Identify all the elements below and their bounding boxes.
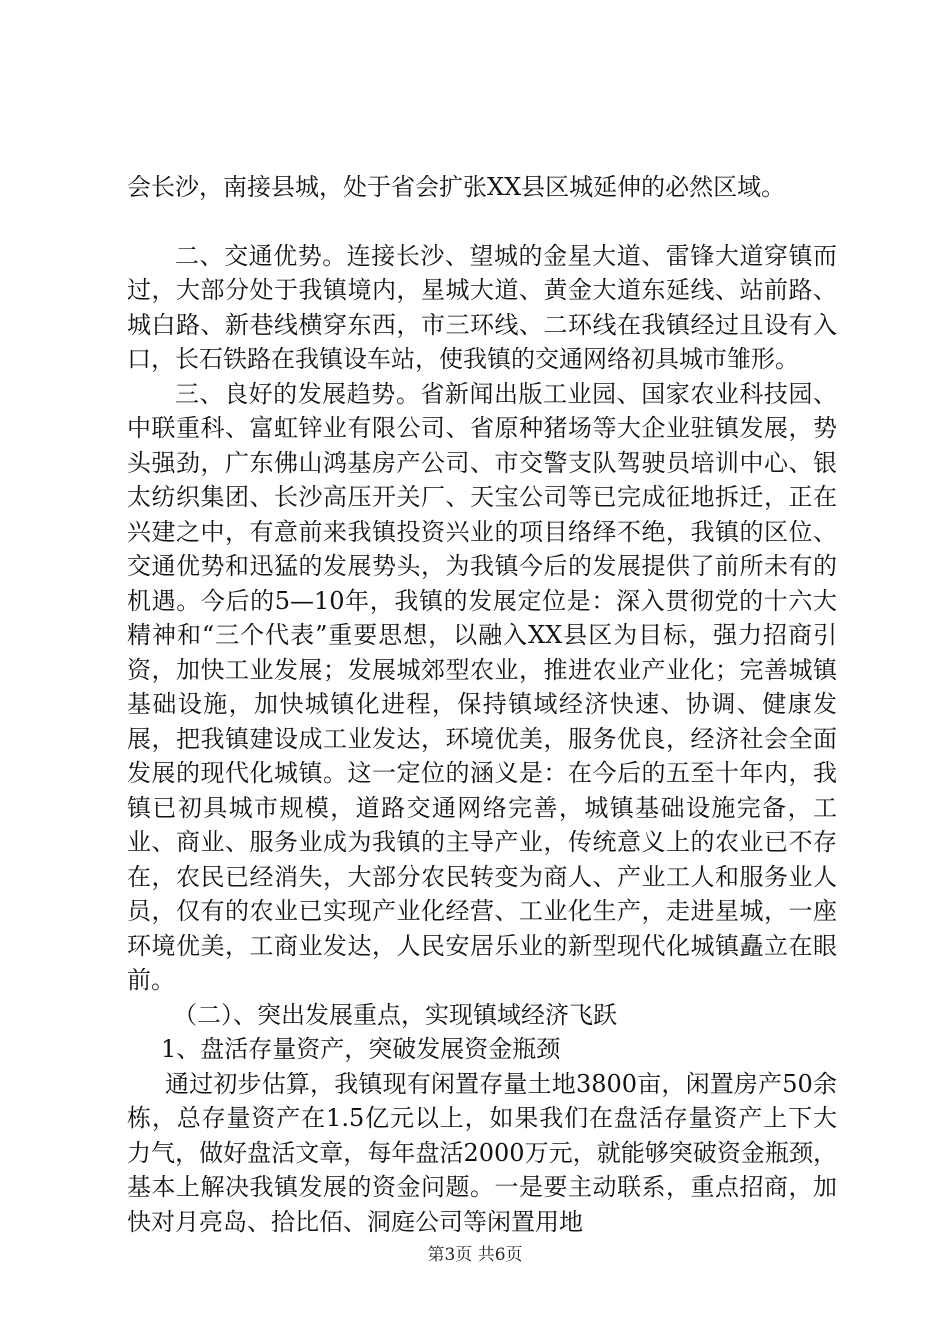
section-heading: （二）、突出发展重点，实现镇域经济飞跃 [173, 1000, 617, 1029]
subsection-heading: 1、盘活存量资产，突破发展资金瓶颈 [161, 1035, 561, 1063]
paragraph-traffic-advantage: 二、交通优势。连接长沙、望城的金星大道、雷锋大道穿镇而过，大部分处于我镇境内，星城大道、黄金大道东延线、站前路、城白路、新巷线横穿东西，市三环线、二环线在我镇经过且设有入口，长石铁路在我镇设车站，使我镇的交通网络初具城市雏形。 [127, 241, 837, 373]
document-body [127, 170, 837, 1239]
paragraph-location: 会长沙，南接县城，处于省会扩张XX县区城延伸的必然区域。 [127, 173, 786, 201]
page-footer: 第3页 共6页 [427, 1245, 523, 1265]
paragraph-development-trend: 三、良好的发展趋势。省新闻出版工业园、国家农业科技园、中联重科、富虹锌业有限公司、省原种猪场等大企业驻镇发展，势头强劲，广东佛山鸿基房产公司、市交警支队驾驶员培训中心、银太纺织集团、长沙高压开关厂、天宝公司等已完成征地拆迁，正在兴建之中，有意前来我镇投资兴业的项目络绎不绝，我镇的区位、交通优势和迅猛的发展势头，为我镇今后的发展提供了前所未有的机遇。今后的5—10年，我镇的发展定位是：深入贯彻党的十六大精神和“三个代表”重要思想，以融入XX县区为目标，强力招商引资，加快工业发展；发展城郊型农业，推进农业产业化；完善城镇基础设施，加快城镇化进程，保持镇域经济快速、协调、健康发展，把我镇建设成工业发达，环境优美，服务优良，经济社会全面发展的现代化城镇。这一定位的涵义是：在今后的五至十年内，我镇已初具城市规模，道路交通网络完善，城镇基础设施完备，工业、商业、服务业成为我镇的主导产业，传统意义上的农业已不存在，农民已经消失，大部分农民转变为商人、产业工人和服务业人员，仅有的农业已实现产业化经营、工业化生产，走进星城，一座环境优美，工商业发达，人民安居乐业的新型现代化城镇矗立在眼前。 [127, 379, 837, 994]
paragraph-assets: 通过初步估算，我镇现有闲置存量土地3800亩，闲置房产50余栋，总存量资产在1.5亿元以上，如果我们在盘活存量资产上下大力气，做好盘活文章，每年盘活2000万元，就能够突破资金瓶颈，基本上解决我镇发展的资金问题。一是要主动联系，重点招商，加快对月亮岛、拾比佰、洞庭公司等闲置用地 [127, 1069, 837, 1236]
